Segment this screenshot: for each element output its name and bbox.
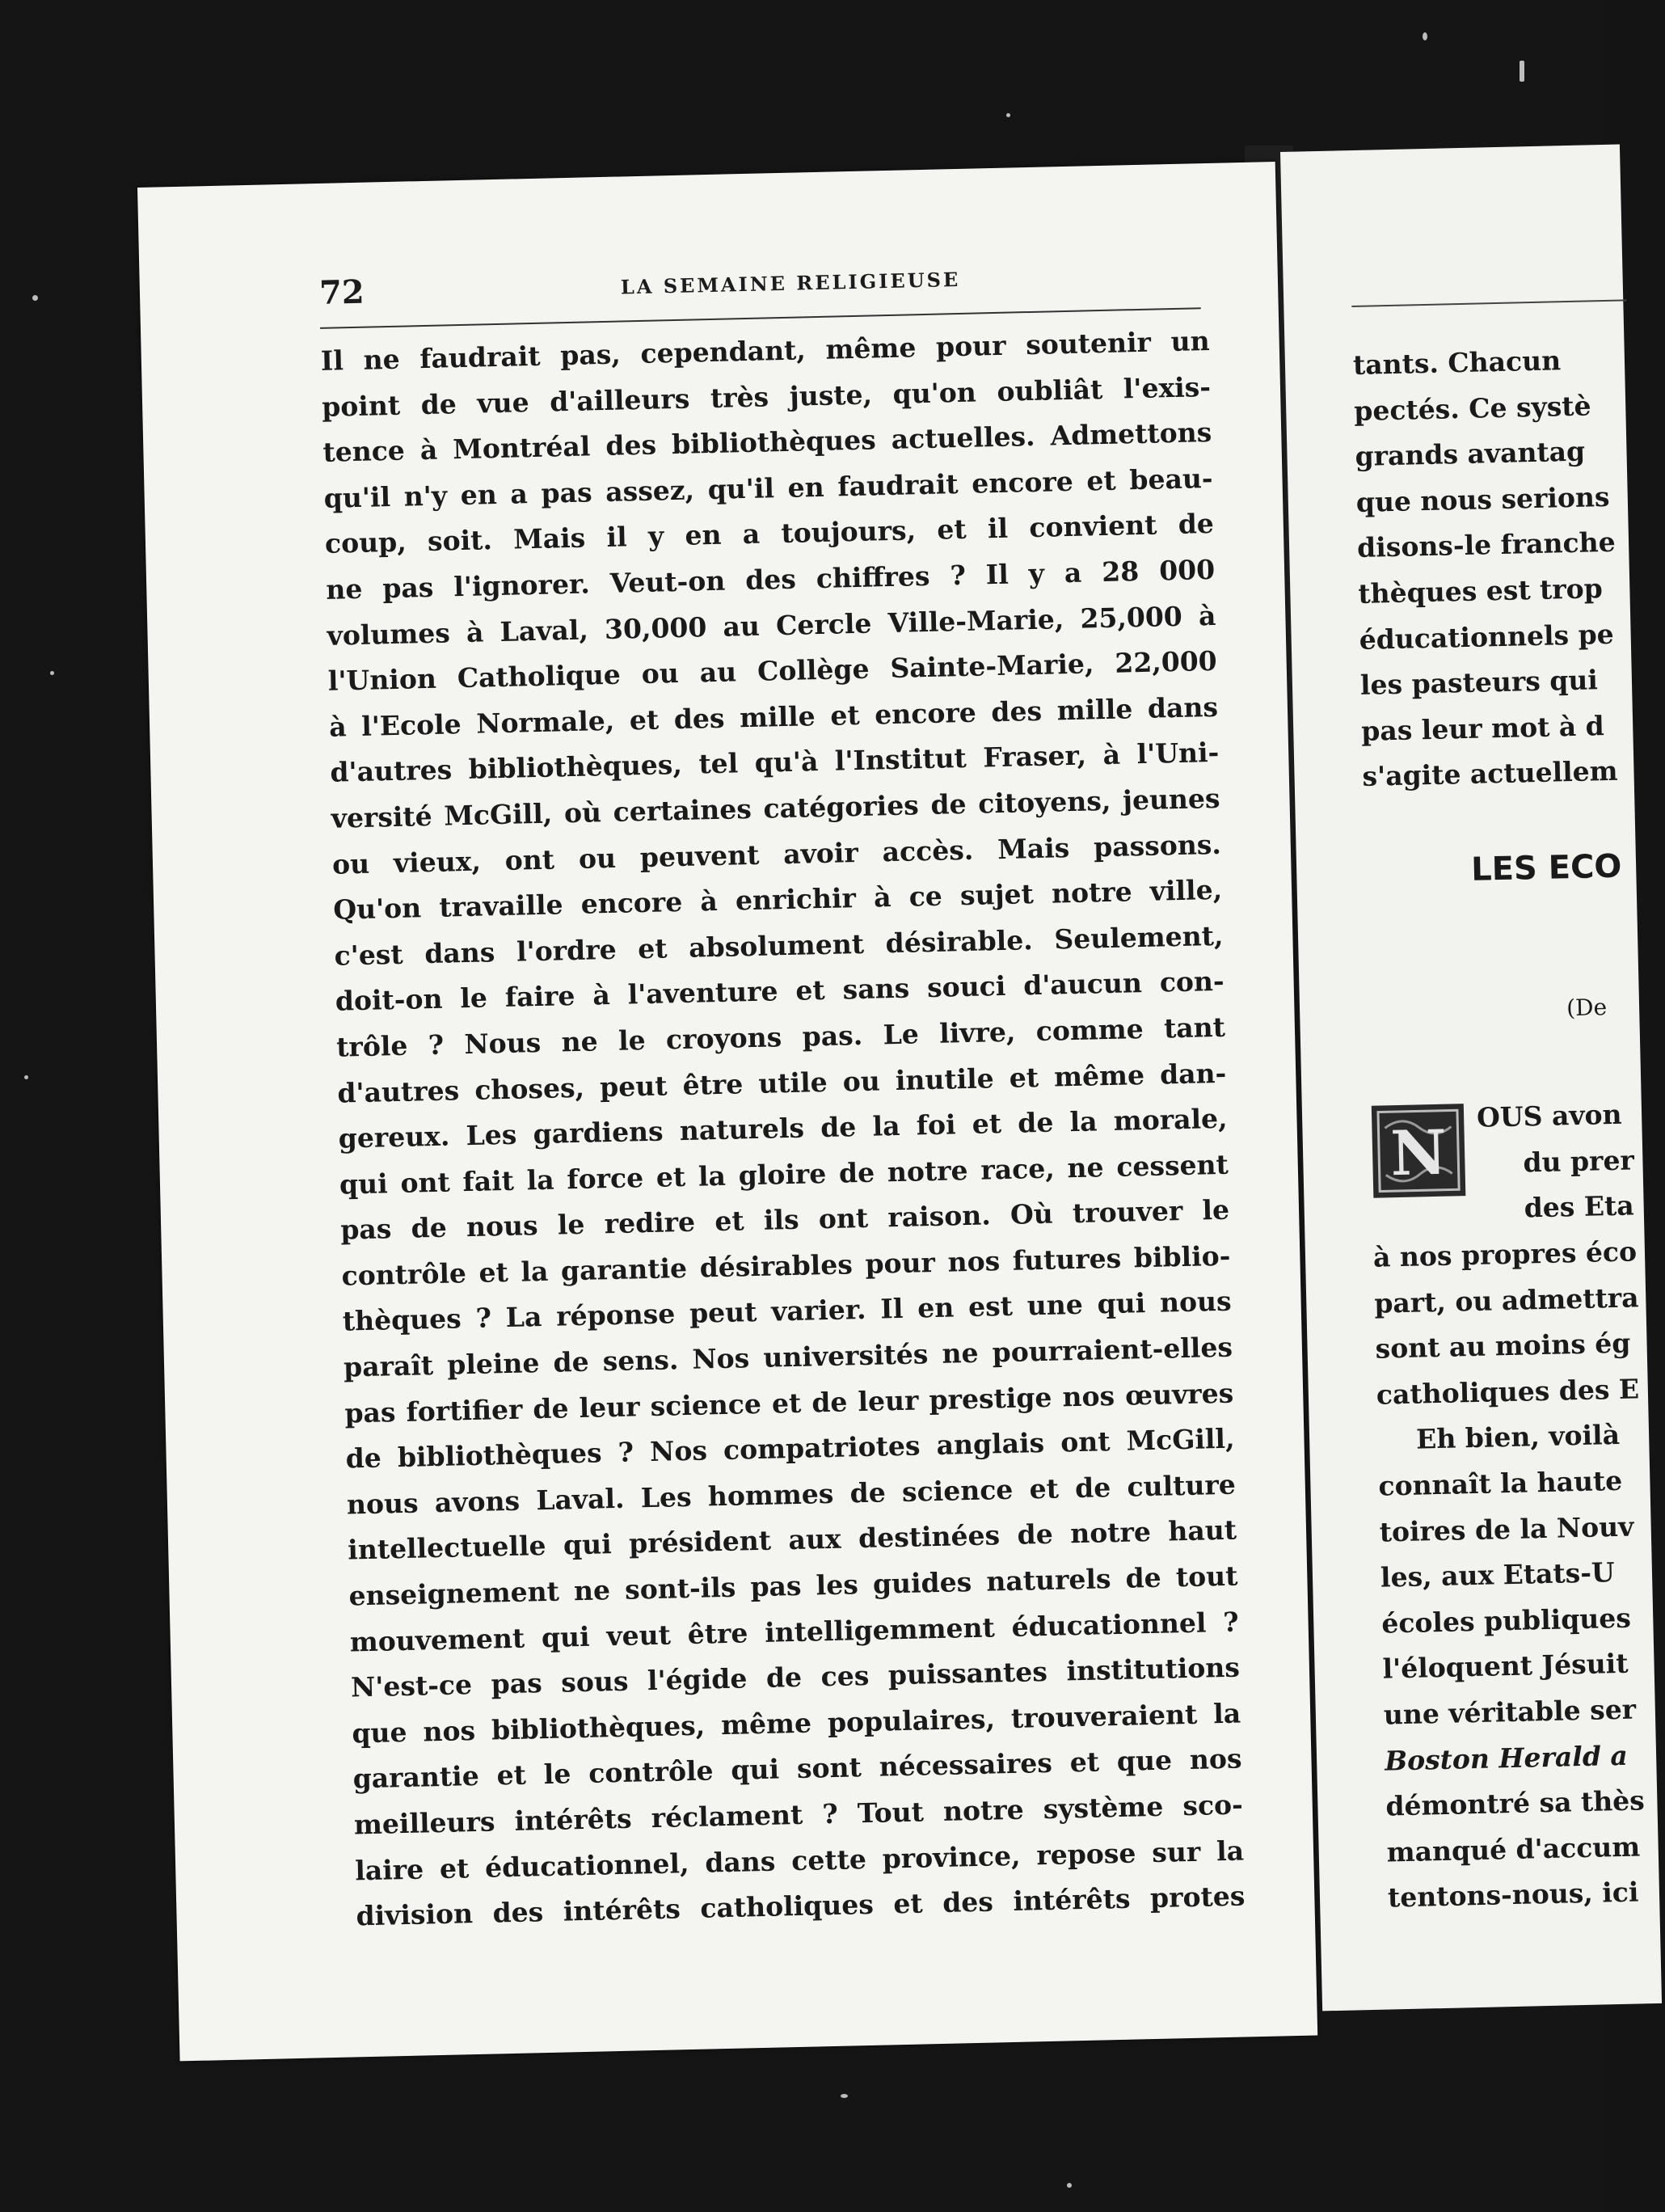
dust-speck — [1423, 32, 1427, 40]
dust-speck — [50, 671, 54, 675]
text-line: volumes à Laval, 30,000 au Cercle Ville-Marie, 25,000 à — [327, 599, 1216, 652]
right-page — [1280, 144, 1662, 2011]
text-line: ne pas l'ignorer. Veut-on des chiffres ? Il y a 28 000 — [325, 553, 1216, 606]
text-line: Boston Herald a — [1384, 1739, 1629, 1777]
text-line: grands avantag — [1355, 435, 1586, 473]
dropcap-lines — [1477, 1091, 1636, 1232]
text-line: catholiques des E — [1376, 1373, 1640, 1411]
text-line: Il ne faudrait pas, cependant, même pour soutenir un — [320, 324, 1211, 377]
section-subheading: (De — [1566, 994, 1608, 1022]
dust-speck — [1067, 2183, 1072, 2188]
text-line: trôle ? Nous ne le croyons pas. Le livre, comme tant — [335, 1011, 1226, 1063]
text-line: intellectuelle qui président aux destinées de notre haut — [347, 1514, 1237, 1566]
text-line: à l'Ecole Normale, et des mille et encore des mille dans — [328, 690, 1219, 743]
text-line: pas de nous le redire et ils ont raison. Où trouver le — [339, 1193, 1230, 1246]
text-line: paraît pleine de sens. Nos universités ne pourraient-elles — [343, 1331, 1233, 1383]
text-line: que nous serions — [1355, 480, 1610, 518]
text-line: thèques est trop — [1357, 572, 1604, 610]
text-line: division des intérêts catholiques et des intérêts protes — [356, 1880, 1246, 1932]
text-line: mouvement qui veut être intelligemment éducationnel ? — [349, 1606, 1240, 1658]
dust-speck — [1006, 113, 1010, 117]
text-line: N'est-ce pas sous l'égide de ces puissantes institutions — [350, 1651, 1241, 1703]
text-line: les, aux Etats-U — [1380, 1556, 1616, 1594]
section-heading: LES ECO — [1470, 847, 1622, 889]
text-line: nous avons Laval. Les hommes de science et de culture — [346, 1468, 1237, 1521]
text-line: tants. Chacun — [1352, 344, 1562, 382]
text-line: tence à Montréal des bibliothèques actuelles. Admettons — [322, 416, 1212, 469]
text-line: gereux. Les gardiens naturels de la foi et de la morale, — [338, 1102, 1228, 1155]
text-line: Eh bien, voilà — [1415, 1419, 1621, 1455]
text-line: enseignement ne sont-ils pas les guides naturels de tout — [348, 1560, 1238, 1612]
ornamental-dropcap — [1370, 1102, 1468, 1200]
text-line: sont au moins ég — [1375, 1327, 1631, 1365]
text-line: pas leur mot à d — [1360, 709, 1605, 747]
text-line: l'Union Catholique ou au Collège Sainte-Marie, 22,000 — [327, 645, 1218, 697]
text-line: contrôle et la garantie désirables pour nos futures biblio- — [341, 1239, 1231, 1292]
right-body-text — [1372, 1229, 1652, 1921]
dust-speck — [24, 1075, 28, 1079]
text-line: démontré sa thès — [1385, 1784, 1646, 1822]
text-line: l'éloquent Jésuit — [1382, 1648, 1629, 1685]
dust-speck — [841, 2094, 848, 2098]
text-line: part, ou admettra — [1373, 1281, 1639, 1319]
right-top-text — [1352, 337, 1621, 800]
text-line: Qu'on travaille encore à enrichir à ce sujet notre ville, — [332, 873, 1223, 926]
page-header — [318, 254, 1208, 323]
text-line: manqué d'accum — [1386, 1830, 1641, 1868]
left-page — [137, 162, 1317, 2061]
text-line: s'agite actuellem — [1362, 755, 1619, 793]
text-line: c'est dans l'ordre et absolument désirable. Seulement, — [334, 919, 1224, 972]
text-line: point de vue d'ailleurs très juste, qu'on oubliât l'exis- — [321, 370, 1212, 423]
text-line: à nos propres éco — [1372, 1235, 1638, 1273]
body-text — [320, 319, 1246, 1940]
text-line: d'autres bibliothèques, tel qu'à l'Institut Fraser, à l'Uni- — [330, 737, 1220, 789]
running-head: LA SEMAINE RELIGIEUSE — [620, 267, 961, 299]
text-line: ou vieux, ont ou peuvent avoir accès. Mais passons. — [331, 828, 1222, 880]
text-line: pectés. Ce systè — [1353, 389, 1591, 427]
dust-speck — [32, 295, 38, 301]
text-line: qu'il n'y en a pas assez, qu'il en faudrait encore et beau- — [323, 462, 1213, 514]
text-line: des Eta — [1524, 1189, 1635, 1224]
dust-speck — [1520, 61, 1524, 82]
text-line: OUS avon — [1476, 1098, 1622, 1133]
text-line: connaît la haute — [1378, 1464, 1623, 1502]
text-line: toires de la Nouv — [1379, 1510, 1634, 1548]
text-line: qui ont fait la force et la gloire de notre race, ne cessent — [339, 1148, 1229, 1201]
dropcap-letter: N — [1389, 1116, 1448, 1190]
text-line: doit-on le faire à l'aventure et sans souci d'aucun con- — [335, 965, 1225, 1018]
text-line: tentons-nous, ici — [1387, 1876, 1639, 1914]
text-line: coup, soit. Mais il y en a toujours, et il convient de — [324, 508, 1215, 560]
page-number: 72 — [318, 272, 365, 312]
text-line: une véritable ser — [1383, 1693, 1637, 1731]
text-line: d'autres choses, peut être utile ou inutile et même dan- — [337, 1057, 1227, 1109]
text-line: de bibliothèques ? Nos compatriotes anglais ont McGill, — [345, 1422, 1235, 1475]
text-line: laire et éducationnel, dans cette province, repose sur la — [354, 1834, 1245, 1887]
text-line: thèques ? La réponse peut varier. Il en est une qui nous — [342, 1285, 1233, 1338]
text-line: pas fortifier de leur science et de leur prestige nos œuvres — [344, 1377, 1234, 1429]
text-line: les pasteurs qui — [1359, 664, 1599, 702]
text-line: éducationnels pe — [1359, 618, 1615, 656]
text-line: garantie et le contrôle qui sont nécessaires et que nos — [352, 1742, 1242, 1795]
text-line: du prer — [1522, 1143, 1635, 1179]
text-line: écoles publiques — [1380, 1602, 1632, 1640]
text-line: meilleurs intérêts réclament ? Tout notre système sco- — [353, 1788, 1244, 1841]
header-rule — [1351, 299, 1626, 307]
text-line: versité McGill, où certaines catégories de citoyens, jeunes — [331, 782, 1220, 834]
text-line: disons-le franche — [1356, 526, 1617, 564]
text-line: que nos bibliothèques, même populaires, trouveraient la — [351, 1697, 1241, 1750]
